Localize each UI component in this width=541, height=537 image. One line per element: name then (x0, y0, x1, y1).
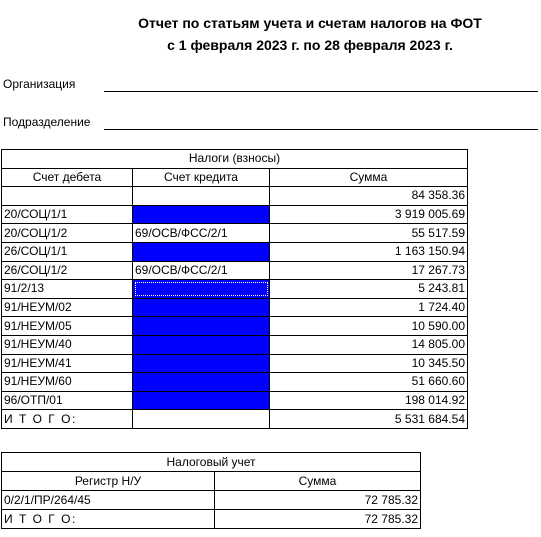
debit-account-cell[interactable]: 91/НЕУМ/60 (2, 373, 133, 392)
debit-account-cell[interactable]: 91/2/13 (2, 280, 133, 299)
debit-account-cell[interactable] (2, 187, 133, 206)
taxes-row[interactable] (2, 261, 468, 280)
sum-cell[interactable]: 198 014.92 (270, 391, 468, 410)
taxes-row[interactable] (2, 391, 468, 410)
sum-cell[interactable]: 3 919 005.69 (270, 205, 468, 224)
taxes-row[interactable] (2, 242, 468, 261)
credit-account-cell[interactable]: 69/ОСВ/ФСС/2/1 (133, 261, 270, 280)
taxes-row[interactable] (2, 187, 468, 206)
credit-account-cell[interactable] (133, 317, 270, 336)
sum-cell[interactable]: 72 785.32 (215, 491, 421, 510)
taxes-header: Налоги (взносы) (2, 150, 468, 169)
taxes-row[interactable] (2, 373, 468, 392)
credit-account-cell[interactable] (133, 354, 270, 373)
tax-accounting-table (1, 452, 421, 529)
sum-cell[interactable]: 51 660.60 (270, 373, 468, 392)
taxes-row[interactable] (2, 224, 468, 243)
organization-field[interactable] (104, 91, 538, 92)
taxes-row[interactable] (2, 280, 468, 299)
debit-account-cell[interactable]: 26/СОЦ/1/2 (2, 261, 133, 280)
report-period: с 1 февраля 2023 г. по 28 февраля 2023 г. (167, 37, 453, 53)
credit-account-cell[interactable] (133, 335, 270, 354)
sum-cell[interactable]: 10 345.50 (270, 354, 468, 373)
sum-cell[interactable]: 55 517.59 (270, 224, 468, 243)
column-sum: Сумма (270, 168, 468, 187)
report-title: Отчет по статьям учета и счетам налогов на ФОТ (138, 15, 482, 31)
credit-account-cell[interactable] (133, 280, 270, 299)
column-register: Регистр Н/У (2, 472, 215, 491)
debit-account-cell[interactable]: 91/НЕУМ/41 (2, 354, 133, 373)
debit-account-cell[interactable]: 20/СОЦ/1/2 (2, 224, 133, 243)
sum-cell[interactable]: 1 724.40 (270, 298, 468, 317)
credit-account-cell[interactable]: 69/ОСВ/ФСС/2/1 (133, 224, 270, 243)
register-cell[interactable]: 0/2/1/ПР/264/45 (2, 491, 215, 510)
credit-account-cell[interactable] (133, 205, 270, 224)
tax-accounting-row[interactable] (2, 491, 421, 510)
sum-cell[interactable]: 5 243.81 (270, 280, 468, 299)
debit-account-cell[interactable]: 91/НЕУМ/40 (2, 335, 133, 354)
taxes-row[interactable] (2, 298, 468, 317)
subdivision-label: Подразделение (3, 115, 91, 129)
taxes-total-row (2, 410, 468, 429)
credit-account-cell[interactable] (133, 242, 270, 261)
debit-account-cell[interactable]: 26/СОЦ/1/1 (2, 242, 133, 261)
column-sum: Сумма (215, 472, 421, 491)
taxes-table (1, 149, 468, 429)
taxes-total-credit (133, 410, 270, 429)
taxes-total-sum: 5 531 684.54 (270, 410, 468, 429)
sum-cell[interactable]: 17 267.73 (270, 261, 468, 280)
tax-accounting-columns-row (2, 472, 421, 491)
tax-accounting-total-label: И Т О Г О: (2, 510, 215, 529)
tax-accounting-total-sum: 72 785.32 (215, 510, 421, 529)
debit-account-cell[interactable]: 91/НЕУМ/02 (2, 298, 133, 317)
tax-accounting-header: Налоговый учет (2, 453, 421, 472)
debit-account-cell[interactable]: 96/ОТП/01 (2, 391, 133, 410)
credit-account-cell[interactable] (133, 373, 270, 392)
debit-account-cell[interactable]: 20/СОЦ/1/1 (2, 205, 133, 224)
tax-accounting-header-row (2, 453, 421, 472)
taxes-columns-row (2, 168, 468, 187)
taxes-row[interactable] (2, 317, 468, 336)
credit-account-cell[interactable] (133, 187, 270, 206)
organization-label: Организация (3, 77, 76, 91)
taxes-total-label: И Т О Г О: (2, 410, 133, 429)
subdivision-field[interactable] (104, 129, 538, 130)
column-debit: Счет дебета (2, 168, 133, 187)
taxes-row[interactable] (2, 205, 468, 224)
sum-cell[interactable]: 14 805.00 (270, 335, 468, 354)
sum-cell[interactable]: 1 163 150.94 (270, 242, 468, 261)
column-credit: Счет кредита (133, 168, 270, 187)
credit-account-cell[interactable] (133, 298, 270, 317)
tax-accounting-total-row (2, 510, 421, 529)
sum-cell[interactable]: 84 358.36 (270, 187, 468, 206)
sum-cell[interactable]: 10 590.00 (270, 317, 468, 336)
credit-account-cell[interactable] (133, 391, 270, 410)
taxes-row[interactable] (2, 354, 468, 373)
debit-account-cell[interactable]: 91/НЕУМ/05 (2, 317, 133, 336)
taxes-header-row (2, 150, 468, 169)
taxes-row[interactable] (2, 335, 468, 354)
